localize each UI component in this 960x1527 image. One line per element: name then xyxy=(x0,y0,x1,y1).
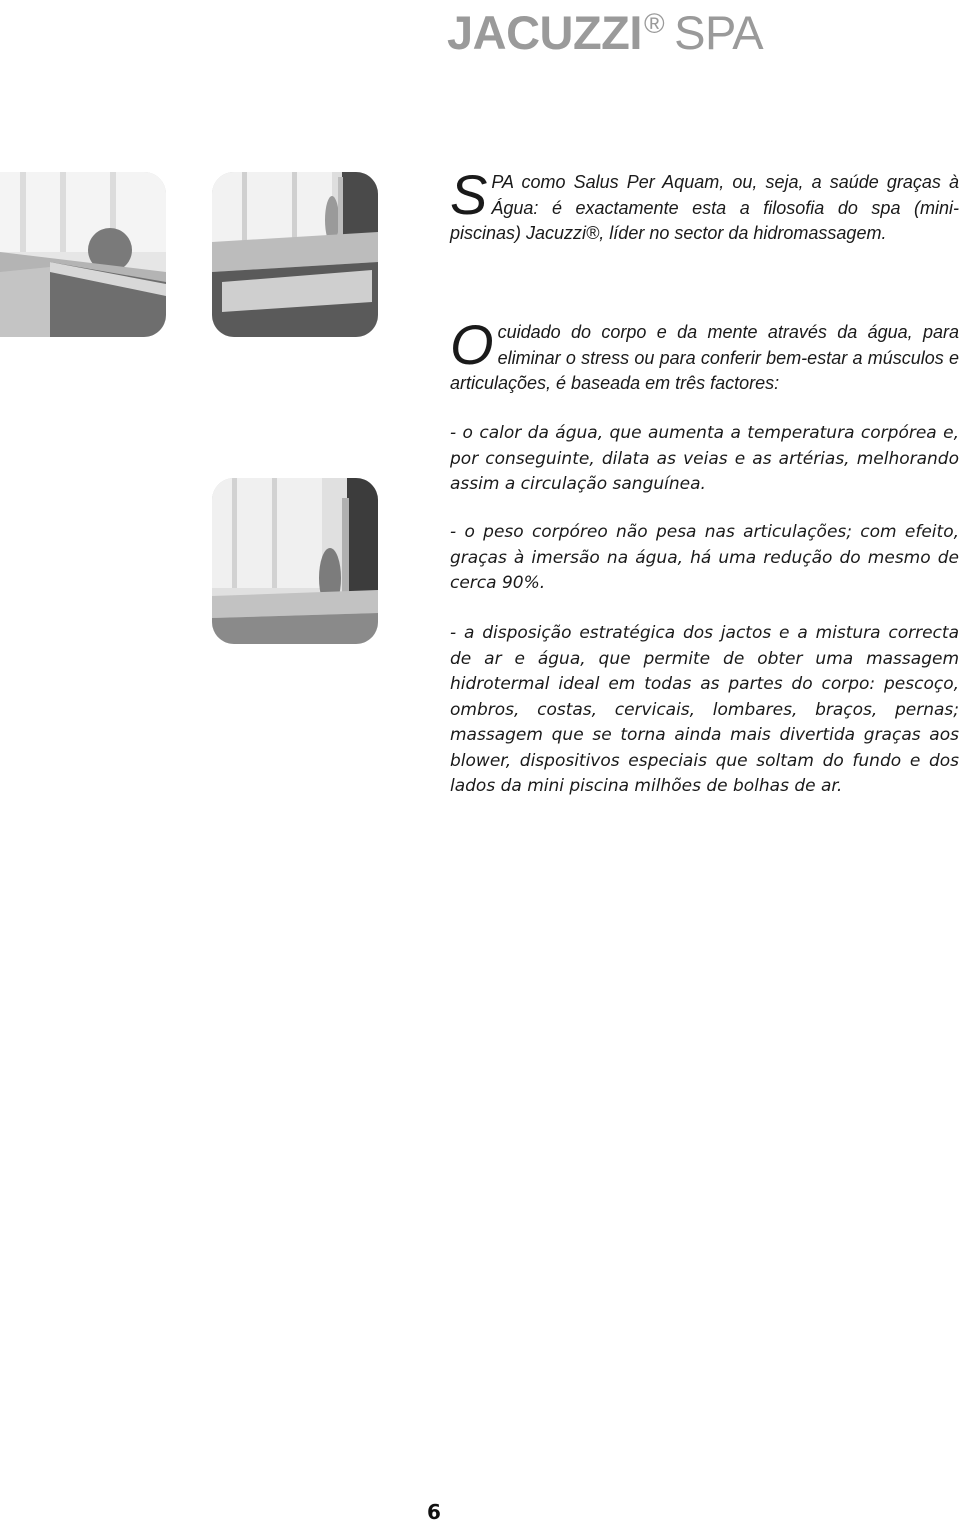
care-paragraph xyxy=(450,313,959,397)
factor-weight: - o peso corpóreo não pesa nas articulações; com efeito, graças à imersão na água, há uma redução do mesmo de cerca 90%. xyxy=(450,522,959,593)
intro-text: PA como Salus Per Aquam, ou, seja, a saúde graças à Água: é exactamente esta a filosofia do spa (mini-piscinas) Jacuzzi®, líder no sector da hidromassagem. xyxy=(450,172,959,243)
spa-photo-1 xyxy=(0,172,166,337)
intro-paragraph xyxy=(450,163,959,247)
spa-photo-2 xyxy=(212,172,378,337)
factor-heat: - o calor da água, que aumenta a temperatura corpórea e, por conseguinte, dilata as veias e as artérias, melhorando assim a circulação sanguínea. xyxy=(450,423,959,494)
brand-name: JACUZZI xyxy=(447,6,642,59)
factor-jets: - a disposição estratégica dos jactos e a mistura correcta de ar e água, que permite de obter uma massagem hidrotermal ideal em todas as partes do corpo: pescoço, ombros, costas, cervicais, lombares, braços, pernas; massagem que se torna ainda mais divertida graças aos blower, dispositivos especiais que soltam do fundo e dos lados da mini piscina milhões de bolhas de ar. xyxy=(450,623,959,796)
page-number: 6 xyxy=(427,1500,441,1524)
product-name: SPA xyxy=(674,6,764,59)
spa-photo-3 xyxy=(212,478,378,644)
care-dropcap: O xyxy=(450,313,494,376)
brand-title xyxy=(447,0,763,57)
care-text: cuidado do corpo e da mente através da água, para eliminar o stress ou para conferir bem-estar a músculos e articulações, é baseada em três factores: xyxy=(450,322,959,393)
intro-dropcap: S xyxy=(450,163,488,226)
registered-mark: ® xyxy=(643,8,665,39)
